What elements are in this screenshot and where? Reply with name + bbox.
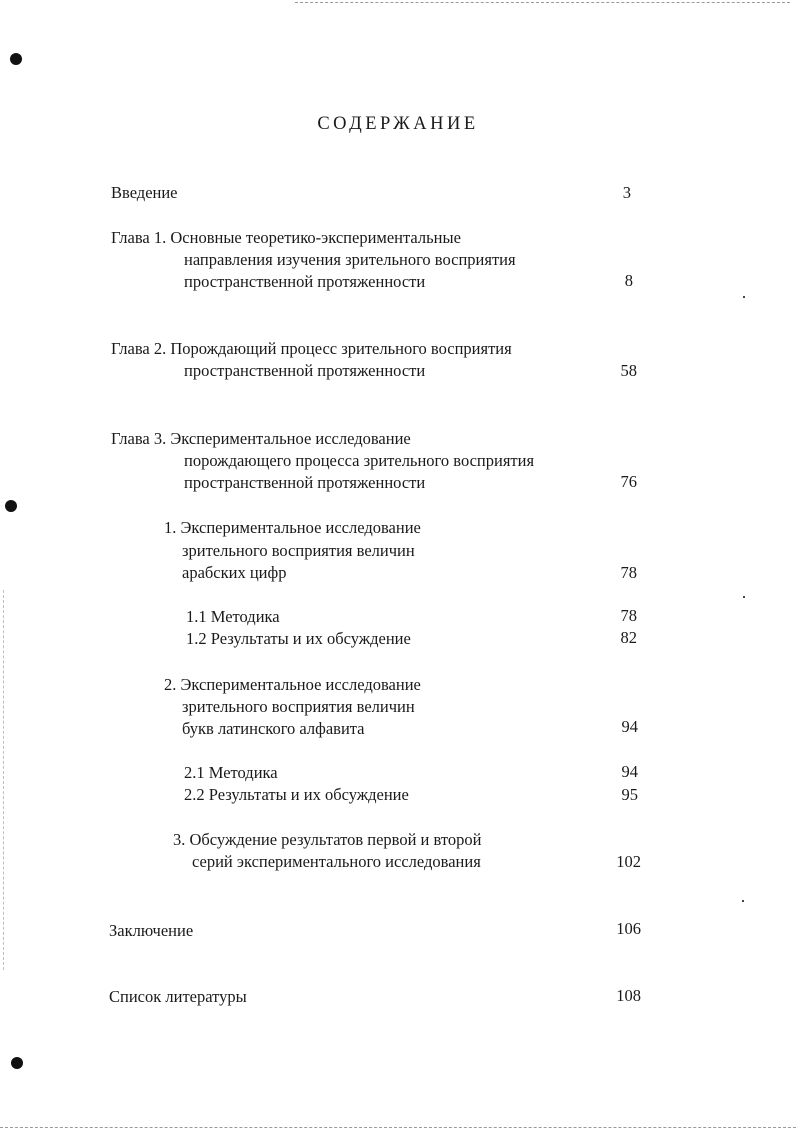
scan-speck <box>743 596 745 598</box>
scan-edge-left <box>3 590 4 970</box>
toc-entry-line: направления изучения зрительного восприятия <box>184 250 516 269</box>
toc-page-number: 82 <box>620 628 637 647</box>
punch-hole-top <box>10 53 22 65</box>
toc-entry-line: 2. Экспериментальное исследование <box>164 675 421 694</box>
scan-edge-bottom <box>0 1127 796 1128</box>
toc-entry-line: 2.2 Результаты и их обсуждение <box>184 785 409 804</box>
toc-entry-line: Заключение <box>109 921 194 940</box>
toc-entry-line: 3. Обсуждение результатов первой и второй <box>173 830 482 849</box>
toc-page-number: 94 <box>621 717 638 736</box>
punch-hole-bottom <box>11 1057 23 1069</box>
toc-entry-line: Глава 2. Порождающий процесс зрительного восприятия <box>111 339 512 358</box>
toc-entry-line: Глава 1. Основные теоретико-экспериментальные <box>111 228 461 247</box>
toc-page-number: 78 <box>620 606 637 625</box>
toc-page-number: 76 <box>620 472 637 491</box>
toc-entry-line: пространственной протяженности <box>184 272 426 291</box>
scan-speck <box>742 900 744 902</box>
toc-page-number: 102 <box>616 852 641 871</box>
toc-page-number: 8 <box>624 271 633 290</box>
toc-page-number: 106 <box>616 919 641 938</box>
toc-entry-line: пространственной протяженности <box>184 473 426 492</box>
toc-entry-line: зрительного восприятия величин <box>182 697 415 716</box>
toc-entry-line: Введение <box>111 183 178 202</box>
toc-page-number: 78 <box>620 563 637 582</box>
scan-speck <box>743 296 745 298</box>
toc-page-number: 94 <box>621 762 638 781</box>
toc-page-number: 3 <box>622 183 631 202</box>
toc-entry-line: букв латинского алфавита <box>182 719 365 738</box>
toc-entry-line: порождающего процесса зрительного восприятия <box>184 451 535 470</box>
toc-entry-line: серий экспериментального исследования <box>192 852 481 871</box>
page-title: СОДЕРЖАНИЕ <box>317 114 479 134</box>
toc-entry-line: 1. Экспериментальное исследование <box>164 518 421 537</box>
toc-entry-line: арабских цифр <box>182 563 287 582</box>
toc-entry-line: зрительного восприятия величин <box>182 541 415 560</box>
toc-entry-line: Глава 3. Экспериментальное исследование <box>111 429 411 448</box>
toc-entry-line: 2.1 Методика <box>184 763 278 782</box>
toc-entry-line: 1.2 Результаты и их обсуждение <box>186 629 411 648</box>
toc-page-number: 58 <box>620 361 637 380</box>
toc-entry-line: пространственной протяженности <box>184 361 426 380</box>
punch-hole-middle <box>5 500 17 512</box>
toc-entry-line: 1.1 Методика <box>186 607 280 626</box>
toc-page-number: 95 <box>621 785 638 804</box>
toc-page-number: 108 <box>616 986 641 1005</box>
scan-edge-top <box>295 2 790 3</box>
toc-entry-line: Список литературы <box>109 987 247 1006</box>
